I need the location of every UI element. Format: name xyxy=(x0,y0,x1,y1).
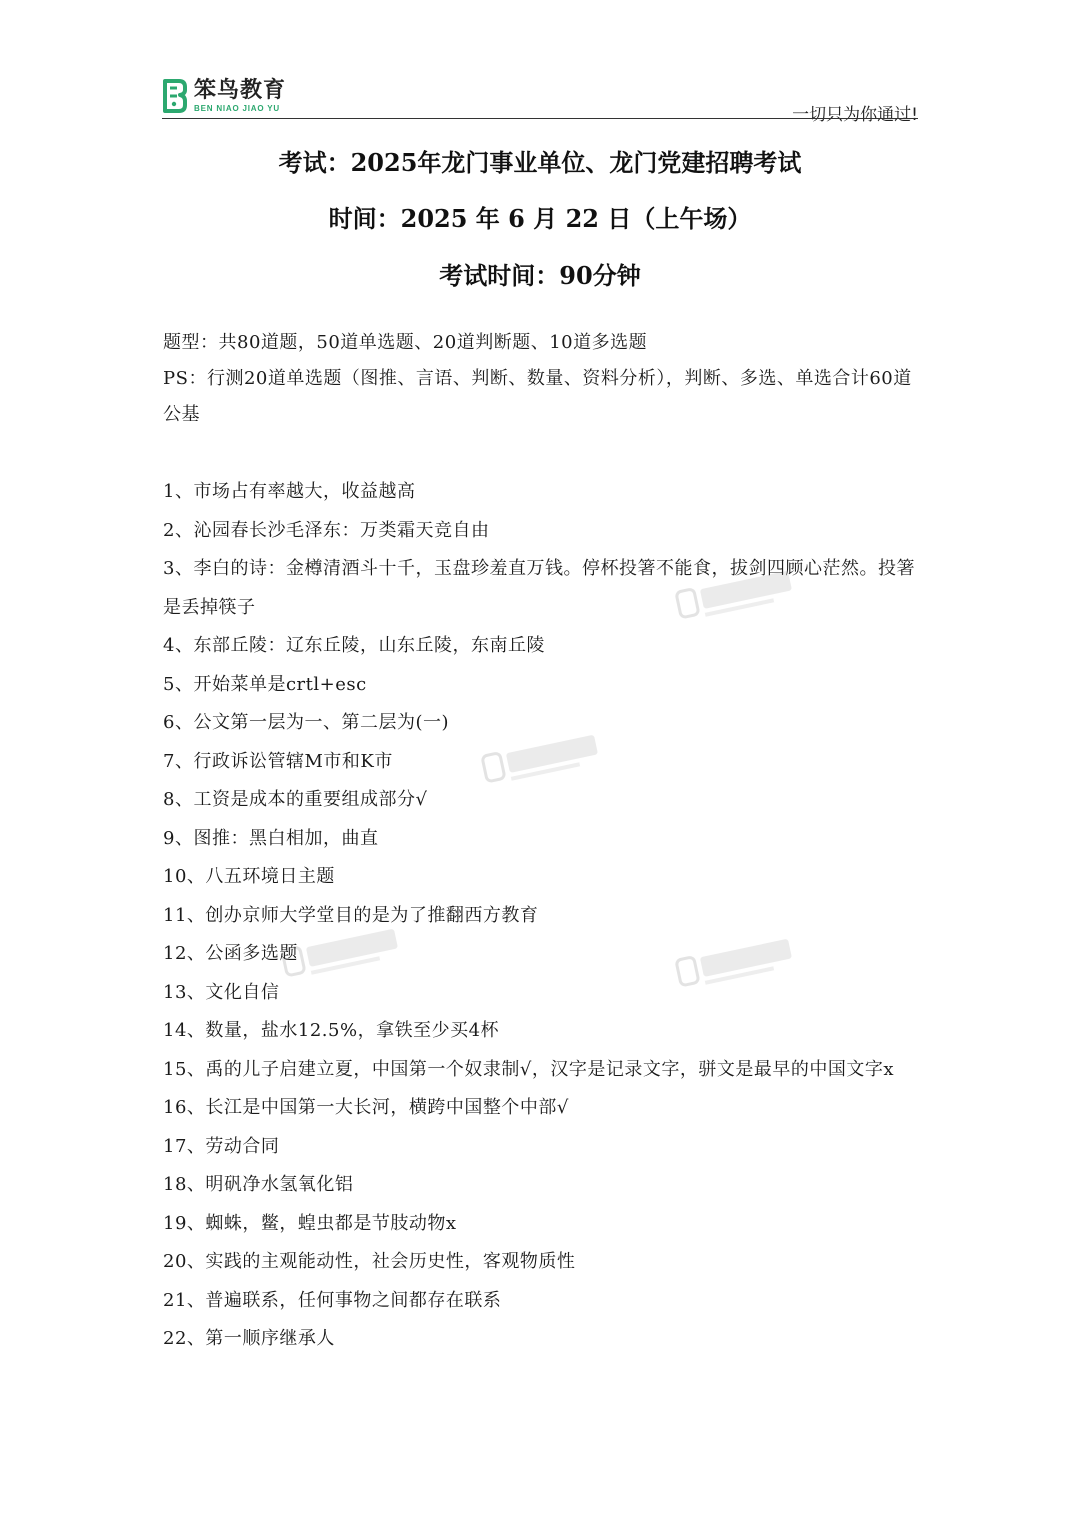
brand-logo xyxy=(162,78,286,114)
exam-intro xyxy=(163,325,923,433)
ps-note-line: PS：行测20道单选题（图推、言语、判断、数量、资料分析），判断、多选、单选合计60道公基 xyxy=(163,368,912,425)
list-item: 8、工资是成本的重要组成部分√ xyxy=(163,789,428,810)
list-item: 6、公文第一层为一、第二层为(一) xyxy=(163,712,449,733)
exam-duration: 考试时间：90分钟 xyxy=(439,261,641,290)
page-header xyxy=(162,76,918,125)
list-item: 4、东部丘陵：辽东丘陵，山东丘陵，东南丘陵 xyxy=(163,635,545,656)
logo-text xyxy=(194,77,287,113)
list-item: 11、创办京师大学堂目的是为了推翻西方教育 xyxy=(163,904,539,926)
list-item: 15、禹的儿子启建立夏，中国第一个奴隶制√，汉字是记录文字，骈文是最早的中国文字x xyxy=(163,1058,895,1080)
logo-english-name: BEN NIAO JIAO YU xyxy=(194,103,280,113)
list-item: 3、李白的诗：金樽清酒斗十千，玉盘珍羞直万钱。停杯投箸不能食，拔剑四顾心茫然。投箸是丢掉筷子 xyxy=(163,558,915,618)
exam-title: 考试：2025年龙门事业单位、龙门党建招聘考试 xyxy=(278,148,802,177)
header-slogan: 一切只为你通过! xyxy=(792,105,918,125)
list-item: 18、明矾净水氢氧化铝 xyxy=(163,1174,354,1195)
list-item: 22、第一顺序继承人 xyxy=(163,1328,335,1349)
header-divider xyxy=(162,118,918,119)
list-item: 5、开始菜单是crtl+esc xyxy=(163,673,367,695)
list-item: 19、蜘蛛，鳖，蝗虫都是节肢动物x xyxy=(163,1212,457,1234)
list-item: 14、数量，盐水12.5%，拿铁至少买4杯 xyxy=(163,1020,500,1041)
list-item: 13、文化自信 xyxy=(163,981,280,1003)
list-item: 10、八五环境日主题 xyxy=(163,866,335,887)
exam-date: 时间：2025 年 6 月 22 日（上午场） xyxy=(328,204,752,233)
list-item: 17、劳动合同 xyxy=(163,1135,280,1157)
list-item: 20、实践的主观能动性，社会历史性，客观物质性 xyxy=(163,1251,576,1272)
list-item: 9、图推：黑白相加，曲直 xyxy=(163,827,379,849)
list-item: 7、行政诉讼管辖M市和K市 xyxy=(163,750,393,772)
logo-chinese-name: 笨鸟教育 xyxy=(194,77,287,103)
logo-mark-icon xyxy=(162,78,188,114)
list-item: 16、长江是中国第一大长河，横跨中国整个中部√ xyxy=(163,1097,569,1118)
list-item: 12、公函多选题 xyxy=(163,943,298,964)
list-item: 2、沁园春长沙毛泽东：万类霜天竞自由 xyxy=(163,519,490,541)
list-item: 21、普遍联系，任何事物之间都存在联系 xyxy=(163,1289,502,1311)
recalled-items-list xyxy=(163,473,923,1359)
list-item: 1、市场占有率越大，收益越高 xyxy=(163,481,416,502)
question-types-line: 题型：共80道题，50道单选题、20道判断题、10道多选题 xyxy=(163,332,648,353)
